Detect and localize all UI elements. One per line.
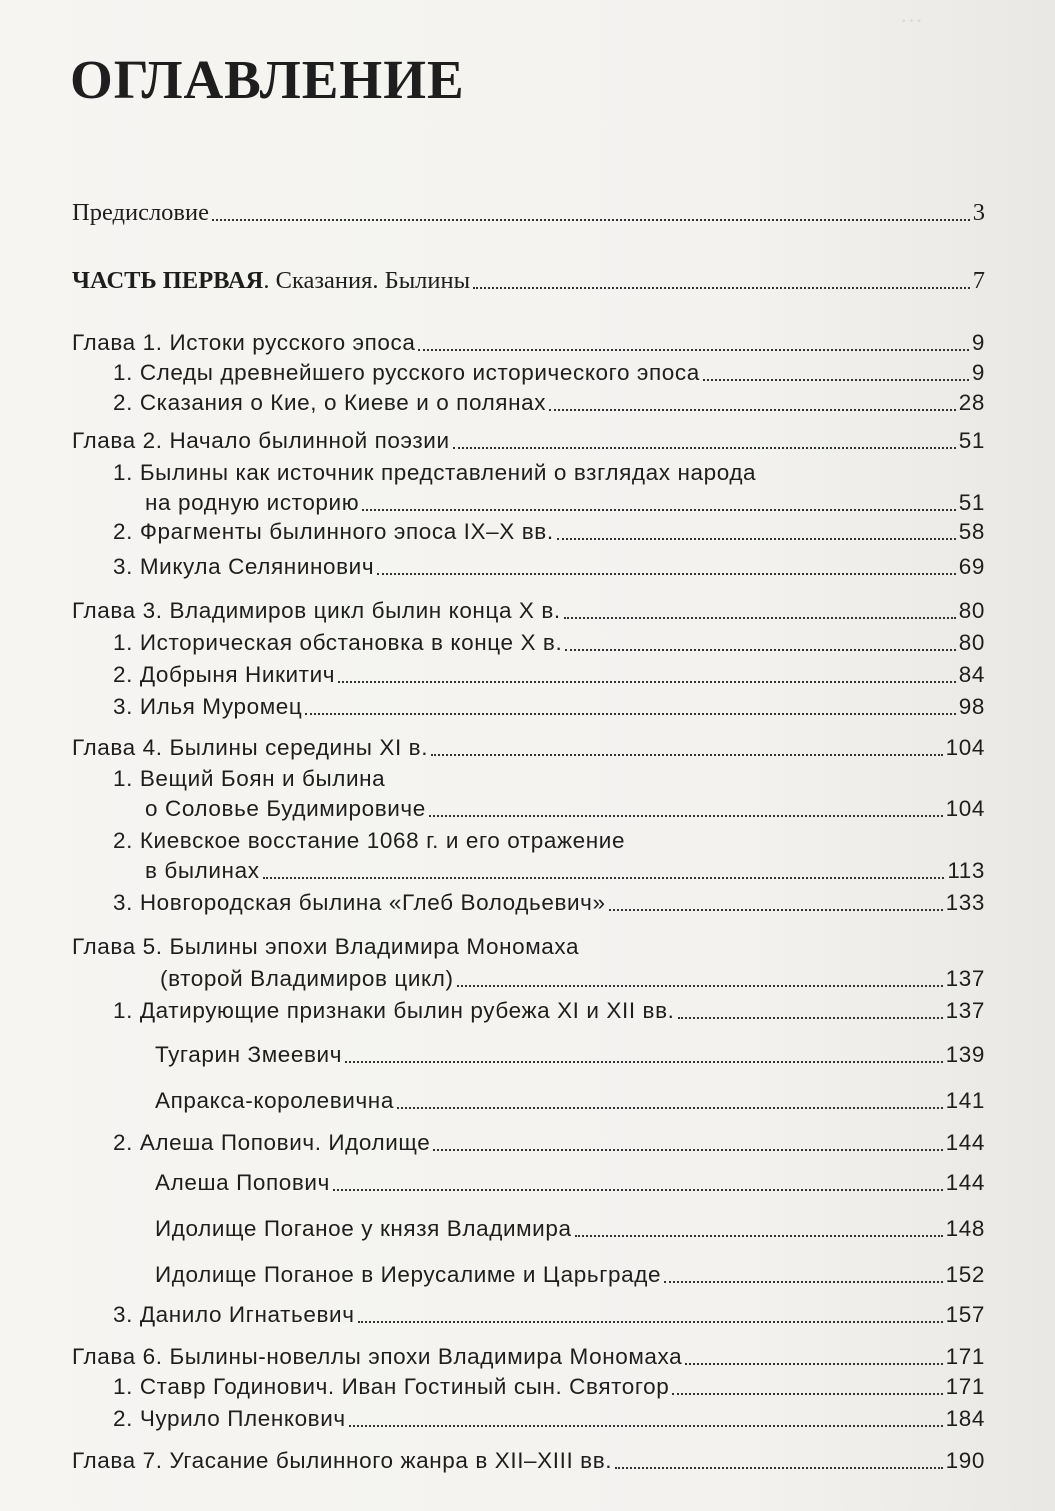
toc-entry-line: Глава 5. Былины эпохи Владимира Мономаха [72,934,580,959]
page-number: 28 [958,390,985,415]
dot-leader [418,349,968,351]
dot-leader [549,409,956,411]
toc-entry[interactable] [113,384,985,418]
toc-entry-title: 3. Илья Муромец [113,694,303,719]
toc-entry-title [72,266,470,296]
dot-leader [678,1017,943,1019]
page-number: 9 [971,330,985,355]
dot-leader [333,1189,943,1191]
page-number: 51 [958,428,985,453]
toc-entry[interactable] [113,354,985,388]
page-number: 69 [958,554,985,579]
toc-entry-title: о Соловье Будимировиче [145,796,426,821]
dot-leader [358,1321,943,1323]
dot-leader [362,509,956,511]
page-number: 51 [958,490,985,515]
toc-entry-title: Глава 2. Начало былинной поэзии [72,428,450,453]
toc-entry-title: на родную историю [145,490,360,515]
page-number: 137 [945,998,985,1023]
page-number: 148 [945,1216,985,1241]
dot-leader [609,909,943,911]
toc-entry[interactable] [113,1124,985,1158]
page-number: 3 [972,199,985,226]
page-number: 190 [945,1448,985,1473]
page-number: 171 [945,1374,985,1399]
toc-entry-title: Апракса-королевична [155,1088,394,1113]
toc-entry-title: 1. Историческая обстановка в конце X в. [113,630,563,655]
toc-entry-title: Глава 4. Былины середины XI в. [72,735,429,760]
page-title: ОГЛАВЛЕНИЕ [70,49,465,110]
dot-leader [345,1061,943,1063]
toc-entry[interactable] [113,548,985,582]
part-subtitle: . Сказания. Былины [263,267,471,294]
part-heading: ЧАСТЬ ПЕРВАЯ [72,267,264,294]
toc-entry-line: 1. Былины как источник представлений о взглядах народа [113,460,757,485]
dot-leader [615,1467,943,1469]
dot-leader [664,1281,943,1283]
toc-entry[interactable] [72,1338,985,1372]
toc-entry[interactable] [113,1296,985,1330]
toc-entry-title: Предисловие [72,199,209,226]
page-number: 171 [945,1344,985,1369]
dot-leader [429,815,943,817]
toc-entry[interactable] [72,1442,985,1476]
dot-leader [377,573,956,575]
dot-leader [457,985,943,987]
dot-leader [575,1235,943,1237]
toc-entry-line: 2. Киевское восстание 1068 г. и его отражение [113,828,626,853]
toc-entry-title: Глава 7. Угасание былинного жанра в XII–XIII вв. [72,1448,613,1473]
page-number: 98 [958,694,985,719]
toc-entry-title: Алеша Попович [155,1170,330,1195]
dot-leader [473,287,970,289]
toc-entry[interactable] [113,624,985,658]
page-number: 157 [945,1302,985,1327]
toc-entry-title: 1. Датирующие признаки былин рубежа XI и XII вв. [113,998,675,1023]
bleed-through-text: … [900,2,923,27]
dot-leader [703,379,969,381]
dot-leader [397,1107,943,1109]
toc-entry[interactable] [72,729,985,763]
dot-leader [557,538,956,540]
toc-entry[interactable] [72,262,985,296]
dot-leader [349,1425,943,1427]
page-number: 113 [947,858,985,883]
page-number: 80 [958,630,985,655]
page-number: 141 [945,1088,985,1113]
toc-entry[interactable] [113,992,985,1026]
page-number: 152 [945,1262,985,1287]
toc-entry-title: 2. Фрагменты былинного эпоса IX–X вв. [113,519,554,544]
toc-entry-line: 1. Вещий Боян и былина [113,766,386,791]
dot-leader [685,1363,942,1365]
toc-entry[interactable] [72,422,985,456]
toc-entry[interactable] [113,884,985,918]
page-number: 80 [958,598,985,623]
toc-entry[interactable] [155,1256,985,1290]
toc-entry[interactable] [113,1368,985,1402]
margin-mark [60,1400,66,1414]
toc-entry[interactable] [160,960,985,994]
toc-entry-title: Глава 1. Истоки русского эпоса [72,330,416,355]
toc-entry-title: Глава 3. Владимиров цикл былин конца X в. [72,598,561,623]
page-number: 144 [945,1170,985,1195]
toc-entry[interactable] [155,1036,985,1070]
dot-leader [565,649,955,651]
page-number: 137 [945,966,985,991]
toc-entry-title: (второй Владимиров цикл) [160,966,454,991]
toc-entry-title: Глава 6. Былины-новеллы эпохи Владимира Мономаха [72,1344,683,1369]
toc-entry-title: 3. Данило Игнатьевич [113,1302,355,1327]
dot-leader [453,447,956,449]
dot-leader [212,219,970,221]
toc-entry-title: 1. Ставр Годинович. Иван Гостиный сын. Святогор [113,1374,670,1399]
page-number: 184 [945,1406,985,1431]
dot-leader [564,617,956,619]
toc-entry[interactable] [72,324,985,358]
toc-entry[interactable] [113,656,985,690]
toc-entry[interactable] [145,790,985,824]
dot-leader [672,1393,942,1395]
page-number: 7 [972,267,985,294]
toc-entry-title: Идолище Поганое в Иерусалиме и Царьграде [155,1262,662,1287]
toc-entry-title: Идолище Поганое у князя Владимира [155,1216,572,1241]
toc-entry-title: 3. Новгородская былина «Глеб Володьевич» [113,890,606,915]
toc-entry[interactable] [155,1164,985,1198]
toc-entry[interactable] [72,194,985,228]
toc-entry[interactable] [155,1082,985,1116]
toc-entry-title: 2. Добрыня Никитич [113,662,336,687]
page-number: 9 [971,360,985,385]
toc-entry[interactable] [113,513,985,547]
toc-entry-title: 1. Следы древнейшего русского исторического эпоса [113,360,700,385]
toc-entry-title: 2. Сказания о Кие, о Киеве и о полянах [113,390,547,415]
page-number: 139 [945,1042,985,1067]
toc-entry[interactable] [113,1400,985,1434]
dot-leader [263,877,945,879]
toc-entry[interactable] [155,1210,985,1244]
toc-entry[interactable] [145,852,985,886]
page-number: 84 [958,662,985,687]
page-number: 58 [958,519,985,544]
toc-entry-title: 2. Алеша Попович. Идолище [113,1130,431,1155]
page-number: 144 [945,1130,985,1155]
toc-entry-title: 2. Чурило Пленкович [113,1406,346,1431]
toc-entry[interactable] [72,592,985,626]
page-number: 104 [945,796,985,821]
page-number: 133 [945,890,985,915]
toc-entry-title: в былинах [145,858,260,883]
dot-leader [431,754,943,756]
toc-entry-title: Тугарин Змеевич [155,1042,343,1067]
page-number: 104 [945,735,985,760]
toc-entry-title: 3. Микула Селянинович [113,554,375,579]
toc-entry[interactable] [113,688,985,722]
dot-leader [338,681,956,683]
dot-leader [305,713,955,715]
dot-leader [433,1149,942,1151]
